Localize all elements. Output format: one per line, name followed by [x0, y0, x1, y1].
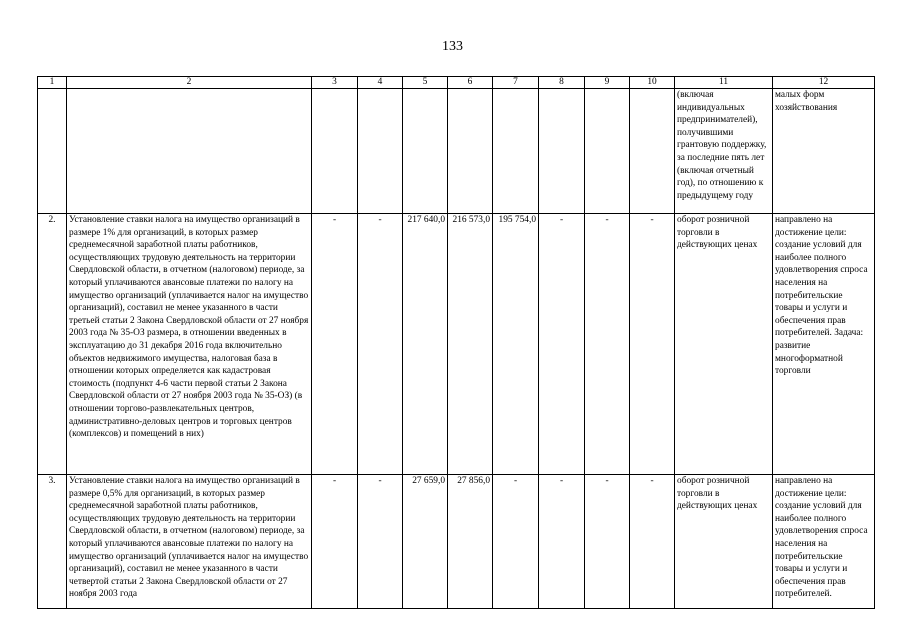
column-header: 7 — [493, 77, 539, 89]
row-description: Установление ставки налога на имущество организаций в размере 1% для организаций, в которых размер среднемесячной заработной платы работников, осуществляющих трудовую деятельность на территории Свердловской области, в отчетном (налоговом) периоде, за который уплачиваются авансовые платежи по налогу на имущество организаций (уплачивается налог на имущество организаций), составил не менее указанного в части третьей статьи 2 Закона Свердловской области от 27 ноября 2003 года № 35-ОЗ размера, в отношении введенных в эксплуатацию до 31 декабря 2016 года включительно объектов недвижимого имущества, налоговая база в отношении которых определяется как кадастровая стоимость (подпункт 4-6 части первой статьи 2 Закона Свердловской области от 27 ноября 2003 года № 35-ОЗ) (в отношении торгово-развлекательных центров, административно-деловых центров и торговых центров (комплексов) и помещений в них) — [69, 215, 309, 440]
table-header-row — [38, 77, 875, 89]
cell-indicator: оборот розничной торговли в действующих ценах — [677, 476, 758, 512]
data-table — [37, 76, 875, 609]
table-row — [38, 475, 875, 609]
cell-col4 — [360, 89, 400, 213]
cell-col3: - — [332, 215, 337, 225]
cell-col8 — [541, 89, 582, 213]
cell-col4: - — [378, 476, 382, 486]
cell-col3: - — [332, 476, 337, 486]
cell-col5: 217 640,0 — [407, 215, 445, 225]
cell-goal: направлено на достижение цели: создание условий для наиболее полного удовлетворения спроса населения на потребительские товары и услуги и обеспечения прав потребителей. Задача: развитие многоформатной торговли — [775, 215, 868, 377]
column-header: 11 — [675, 77, 773, 89]
column-header: 9 — [585, 77, 630, 89]
cell-col5 — [405, 89, 445, 213]
column-header: 12 — [773, 77, 875, 89]
table-row — [38, 214, 875, 475]
table-row — [38, 89, 875, 214]
column-header: 5 — [403, 77, 448, 89]
cell-col6: 216 573,0 — [452, 215, 490, 225]
row-number: 3. — [48, 476, 56, 486]
cell-goal: малых форм хозяйствования — [775, 90, 838, 113]
column-header: 10 — [630, 77, 675, 89]
cell-col10: - — [650, 476, 654, 486]
cell-col7: - — [513, 476, 518, 486]
cell-indicator: (включая индивидуальных предпринимателей), получившими грантовую поддержку, за последние пять лет (включая отчетный год), по отношению к предыдущему году — [677, 90, 767, 201]
cell-col9: - — [605, 215, 609, 225]
cell-col8: - — [559, 476, 564, 486]
cell-col4: - — [378, 215, 382, 225]
cell-col10 — [632, 89, 672, 213]
row-description — [69, 89, 309, 213]
cell-col7 — [495, 89, 536, 213]
column-header: 4 — [358, 77, 403, 89]
column-header: 6 — [448, 77, 493, 89]
page-number: 133 — [442, 39, 463, 54]
cell-col5: 27 659,0 — [412, 476, 445, 486]
column-header: 3 — [312, 77, 358, 89]
cell-col9 — [587, 89, 627, 213]
cell-col7: 195 754,0 — [498, 215, 536, 225]
column-header: 2 — [67, 77, 312, 89]
column-header: 1 — [38, 77, 67, 89]
row-number: 2. — [48, 215, 56, 225]
cell-col10: - — [650, 215, 654, 225]
cell-goal: направлено на достижение цели: создание условий для наиболее полного удовлетворения спроса населения на потребительские товары и услуги и обеспечения прав потребителей. — [775, 476, 868, 600]
cell-col8: - — [559, 215, 564, 225]
row-number — [40, 89, 64, 213]
cell-col6: 27 856,0 — [457, 476, 490, 486]
column-header: 8 — [539, 77, 585, 89]
cell-indicator: оборот розничной торговли в действующих ценах — [677, 215, 758, 251]
cell-col6 — [450, 89, 490, 213]
cell-col9: - — [605, 476, 609, 486]
cell-col3 — [314, 89, 355, 213]
row-description: Установление ставки налога на имущество организаций в размере 0,5% для организаций, в которых размер среднемесячной заработной платы работников, осуществляющих трудовую деятельность на территории Свердловской области, в отчетном (налоговом) периоде, за который уплачиваются авансовые платежи по налогу на имущество организаций (уплачивается налог на имущество организаций), составил не менее указанного в части четвертой статьи 2 Закона Свердловской области от 27 ноября 2003 года — [69, 476, 309, 600]
